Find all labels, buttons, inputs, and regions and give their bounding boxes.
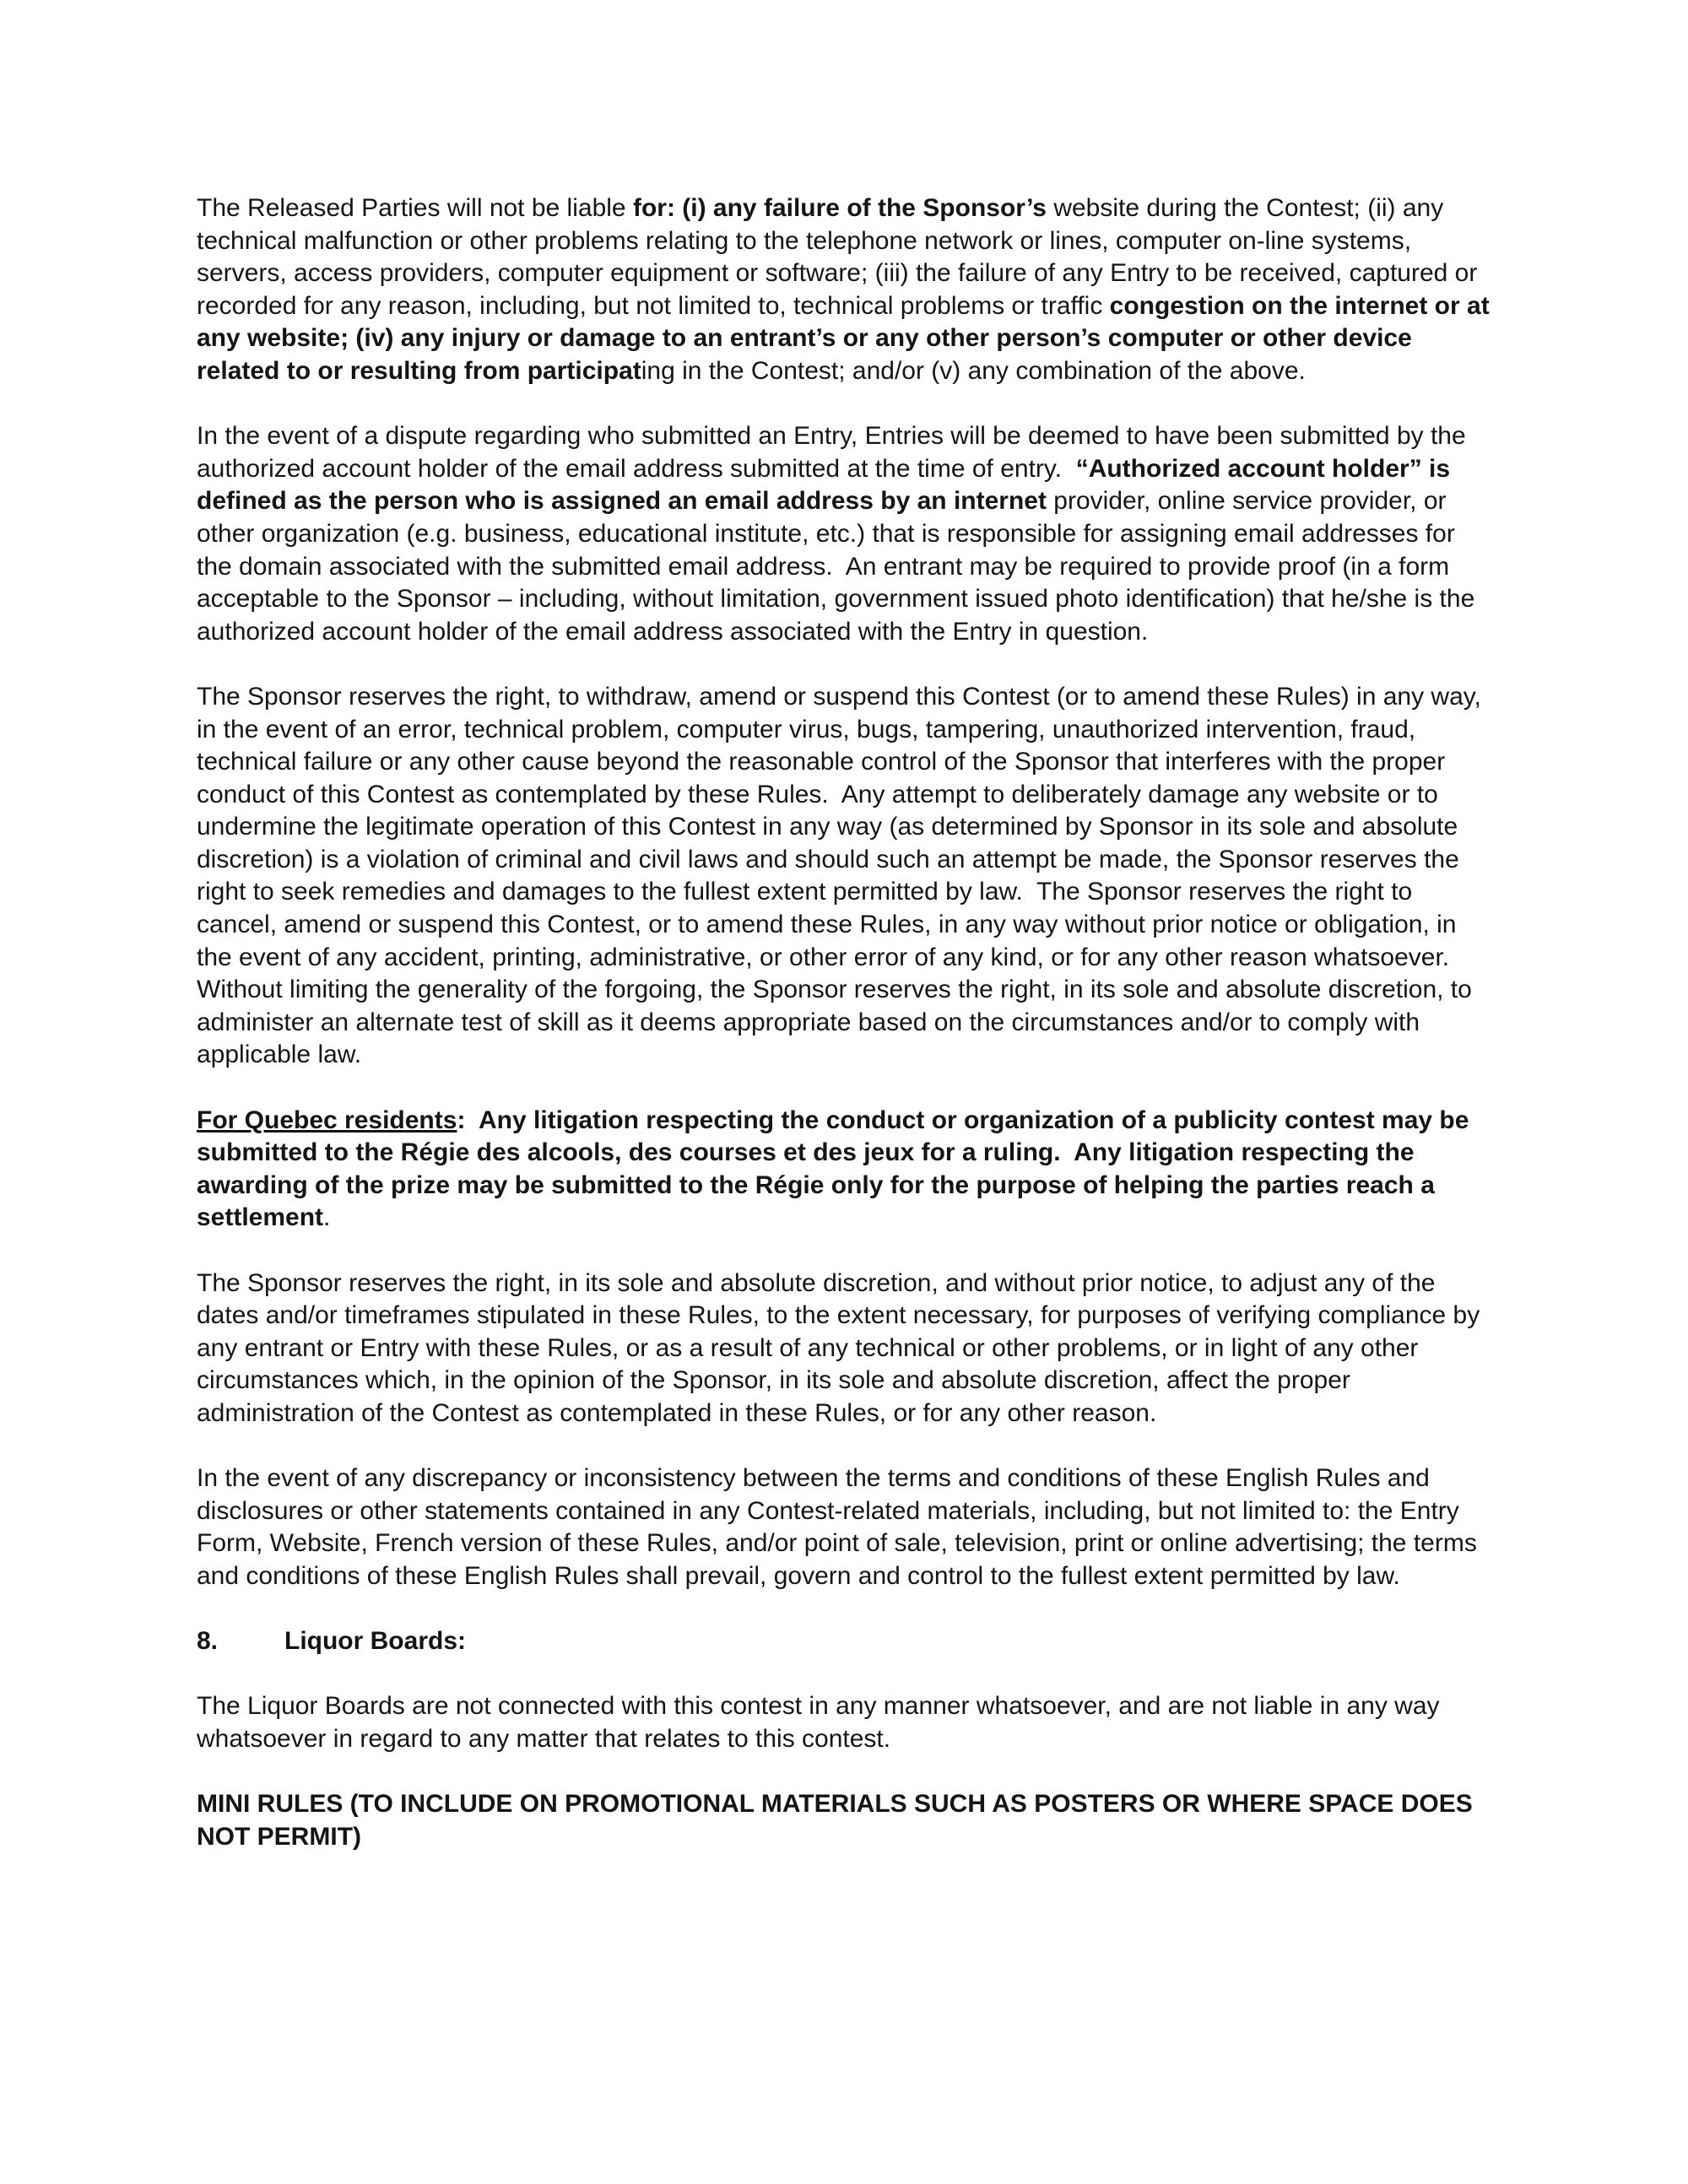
text-run: Liquor Boards: xyxy=(284,1627,466,1656)
text-run: for: (i) any failure of the Sponsor’s xyxy=(632,194,1047,222)
text-run: website during the Contest; (ii) any technical malfunction or other problems relating to the telephone network or lines, computer on-line systems, servers, access providers, computer equipment or software; (iii) the failure of any Entry to be received, captured or recorded for any reason, including, but not limited to, technical problems or traffic xyxy=(197,194,1485,320)
text-run: The Sponsor reserves the right, in its sole and absolute discretion, and without prior notice, to adjust any of the dates and/or timeframes stipulated in these Rules, to the extent necessary, for purposes of verifying compliance by any entrant or Entry with these Rules, or as a result of any technical or other problems, or in light of any other circumstances which, in the opinion of the Sponsor, in its sole and absolute discretion, affect the proper administration of the Contest as contemplated in these Rules, or for any other reason. xyxy=(197,1268,1487,1427)
paragraph xyxy=(197,1268,1496,1430)
text-run: In the event of a dispute regarding who submitted an Entry, Entries will be deemed to have been submitted by the authorized account holder of the email address submitted at the time of entry. xyxy=(197,422,1474,483)
text-run: The Liquor Boards are not connected with this contest in any manner whatsoever, and are not liable in any way whatsoever in regard to any matter that relates to this contest. xyxy=(197,1692,1447,1753)
text-run: ing in the Contest; and/or (v) any combination of the above. xyxy=(641,356,1306,385)
text-run: “Authorized account holder” is defined as the person who is assigned an email address by an internet xyxy=(197,454,1458,516)
document-body xyxy=(197,192,1496,1853)
text-run: . xyxy=(323,1203,331,1232)
text-run: For Quebec residents xyxy=(197,1106,457,1134)
heading-number: 8. xyxy=(197,1627,219,1656)
paragraph xyxy=(197,192,1496,388)
numbered-heading xyxy=(197,1625,1496,1658)
text-run: congestion on the internet or at any website; (iv) any injury or damage to an entrant’s or any other person’s computer or other device related to or resulting from participat xyxy=(197,291,1497,385)
text-run: The Released Parties will not be liable xyxy=(197,194,633,222)
paragraph xyxy=(197,1690,1496,1755)
text-run: In the event of any discrepancy or inconsistency between the terms and conditions of these English Rules and disclosures or other statements contained in any Contest-related materials, including, but not limited to: the Entry Form, Website, French version of these Rules, and/or point of sale, television, print or online advertising; the terms and conditions of these English Rules shall prevail, govern and control to the fullest extent permitted by law. xyxy=(197,1464,1485,1590)
text-run: : Any litigation respecting the conduct or organization of a publicity contest may be submitted to the Régie des alcools, des courses et des jeux for a ruling. Any litigation respecting the awarding of the prize may be submitted to the Régie only for the purpose of helping the parties reach a settlement xyxy=(197,1106,1476,1232)
paragraph xyxy=(197,1788,1496,1853)
paragraph xyxy=(197,1105,1496,1235)
paragraph xyxy=(197,681,1496,1072)
text-run: The Sponsor reserves the right, to withdraw, amend or suspend this Contest (or to amend these Rules) in any way, in the event of an error, technical problem, computer virus, bugs, tampering, unauthorized intervention, fraud, technical failure or any other cause beyond the reasonable control of the Sponsor that interferes with the proper conduct of this Contest as contemplated by these Rules. Any attempt to deliberately damage any website or to undermine the legitimate operation of this Contest in any way (as determined by Sponsor in its sole and absolute discretion) is a violation of criminal and civil laws and should such an attempt be made, the Sponsor reserves the right to seek remedies and damages to the fullest extent permitted by law. The Sponsor reserves the right to cancel, amend or suspend this Contest, or to amend these Rules, in any way without prior notice or obligation, in the event of any accident, printing, administrative, or other error of any kind, or for any other reason whatsoever. Without limiting the generality of the forgoing, the Sponsor reserves the right, in its sole and absolute discretion, to administer an alternate test of skill as it deems appropriate based on the circumstances and/or to comply with applicable law. xyxy=(197,682,1489,1069)
text-run: MINI RULES (TO INCLUDE ON PROMOTIONAL MATERIALS SUCH AS POSTERS OR WHERE SPACE DOES NOT PERMIT) xyxy=(197,1790,1480,1851)
paragraph xyxy=(197,1462,1496,1592)
text-run: provider, online service provider, or other organization (e.g. business, educational institute, etc.) that is responsible for assigning email addresses for the domain associated with the submitted email address. An entrant may be required to provide proof (in a form acceptable to the Sponsor – including, without limitation, government issued photo identification) that he/she is the authorized account holder of the email address associated with the Entry in question. xyxy=(197,487,1482,646)
paragraph xyxy=(197,420,1496,648)
